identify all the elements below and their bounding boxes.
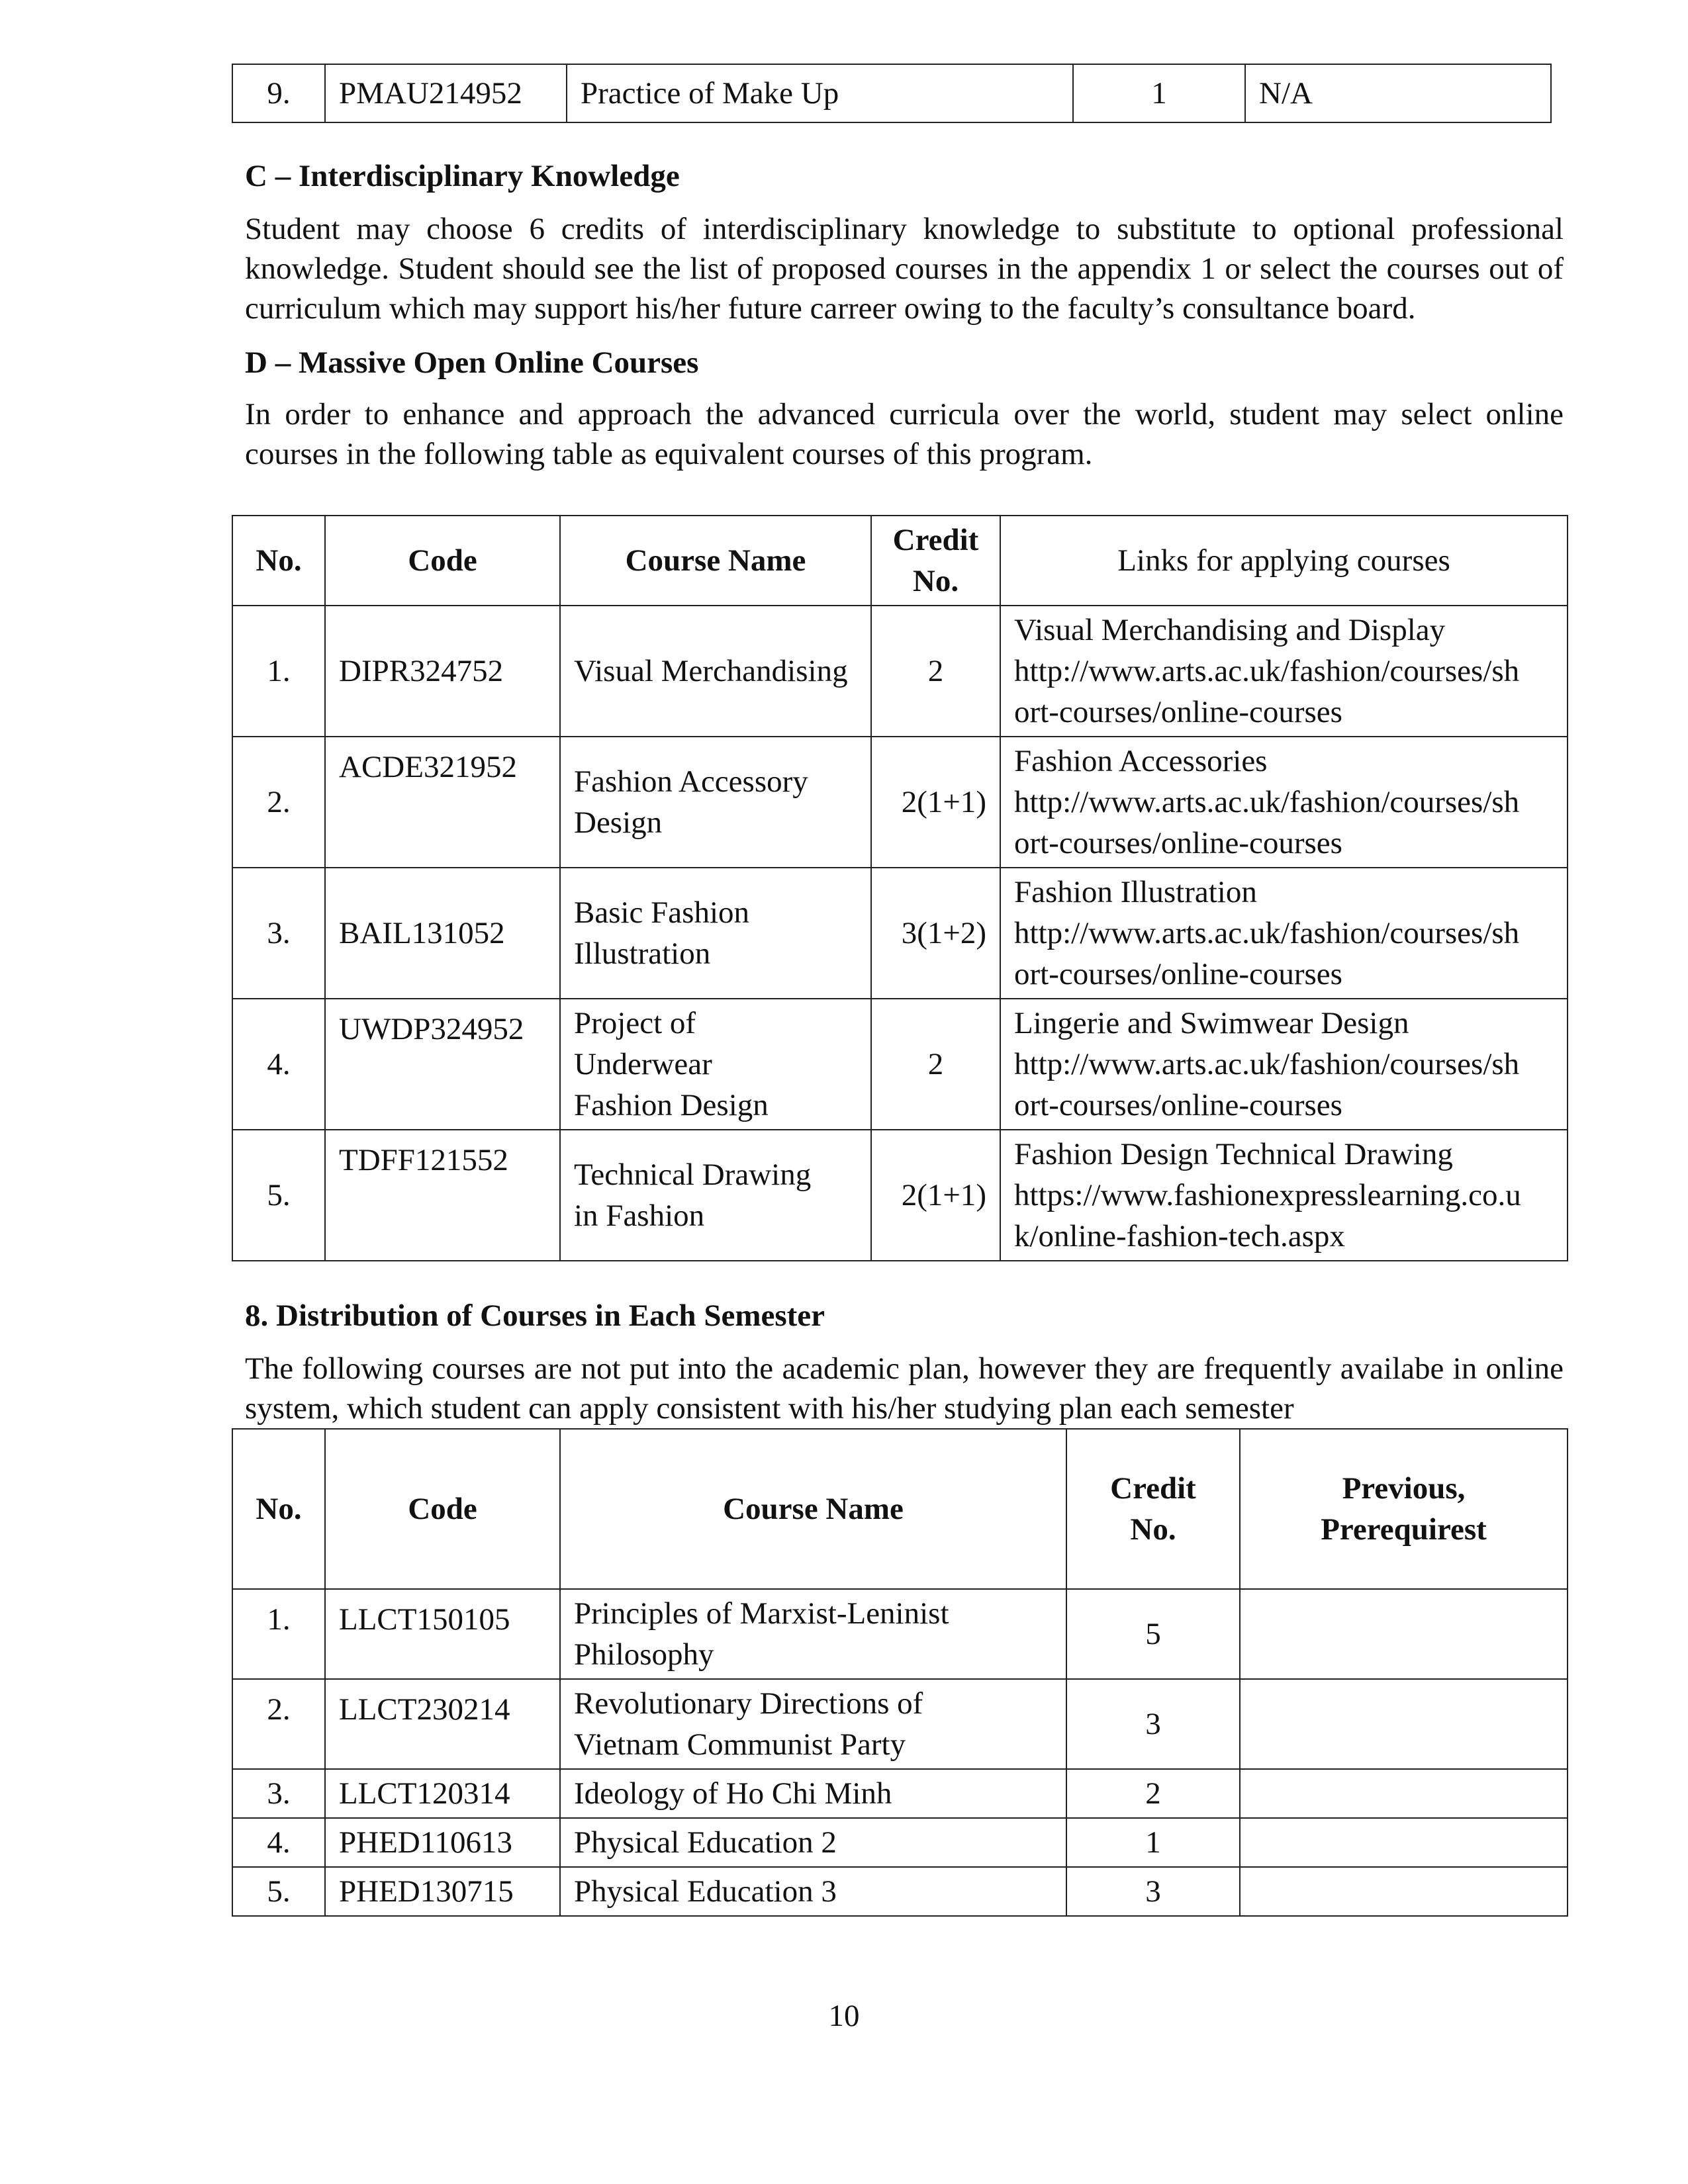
course-link-line: Visual Merchandising and Display (1014, 613, 1446, 647)
course-name-line: Technical Drawing (574, 1158, 812, 1192)
course-name: Practice of Make Up (567, 64, 1073, 122)
course-link-line: k/online-fashion-tech.aspx (1014, 1219, 1345, 1253)
course-link-line: Fashion Accessories (1014, 744, 1268, 778)
row-number: 3. (232, 1769, 325, 1818)
credit-number: 1 (1073, 64, 1245, 122)
course-code: UWDP324952 (325, 999, 560, 1130)
course-name-line: Basic Fashion (574, 895, 750, 930)
course-link-line: ort-courses/online-courses (1014, 957, 1342, 991)
course-name (560, 606, 871, 737)
course-name-line: Revolutionary Directions of (574, 1686, 923, 1721)
course-link-line: Fashion Illustration (1014, 875, 1257, 909)
table-header-row (232, 1429, 1568, 1589)
prerequisite (1240, 1818, 1568, 1867)
section-c-text: Student may choose 6 credits of interdisciplinary knowledge to substitute to optional professional knowledge. Student should see the list of proposed courses in the appendix 1 or select the courses out of curriculum which may support his/her future carreer owing to the faculty’s consultance board. (245, 212, 1564, 326)
course-link-line: http://www.arts.ac.uk/fashion/courses/sh (1014, 916, 1520, 950)
table-row (232, 1769, 1568, 1818)
table-row (232, 737, 1568, 868)
semester-course-table (232, 1428, 1568, 1917)
course-link-line: http://www.arts.ac.uk/fashion/courses/sh (1014, 1047, 1520, 1081)
credit-number: 5 (1066, 1589, 1240, 1679)
table-row (232, 868, 1568, 999)
section-8-text: The following courses are not put into the academic plan, however they are frequently availabe in online system, which student can apply consistent with his/her studying plan each semester (245, 1351, 1564, 1426)
table-row (232, 1130, 1568, 1261)
table-row (232, 999, 1568, 1130)
row-number: 2. (232, 737, 325, 868)
course-name-line: in Fashion (574, 1199, 705, 1233)
course-code: PHED110613 (325, 1818, 560, 1867)
course-link-line: ort-courses/online-courses (1014, 695, 1342, 729)
header-credit-line1: Credit (892, 523, 979, 557)
course-name (560, 1130, 871, 1261)
table-row (232, 64, 1551, 122)
credit-number: 2 (871, 999, 1000, 1130)
table-header-row (232, 516, 1568, 606)
course-name (560, 1679, 1066, 1769)
course-link-line: http://www.arts.ac.uk/fashion/courses/sh (1014, 785, 1520, 819)
course-name (560, 1589, 1066, 1679)
course-link-line: ort-courses/online-courses (1014, 1088, 1342, 1122)
course-name-line: Underwear (574, 1047, 712, 1081)
course-name-line: Visual Merchandising (574, 654, 848, 688)
header-credit-line1: Credit (1110, 1471, 1196, 1506)
course-name-line: Design (574, 805, 663, 840)
course-link (1000, 1130, 1568, 1261)
row-number: 4. (232, 1818, 325, 1867)
prerequisite: N/A (1245, 64, 1551, 122)
course-name (560, 1769, 1066, 1818)
table-row (232, 1679, 1568, 1769)
course-code: BAIL131052 (325, 868, 560, 999)
header-course-name: Course Name (560, 516, 871, 606)
course-link-line: https://www.fashionexpresslearning.co.u (1014, 1178, 1521, 1212)
course-code: LLCT230214 (325, 1679, 560, 1769)
row-number: 1. (232, 1589, 325, 1679)
header-credit-line2: No. (1130, 1512, 1176, 1547)
course-name-line: Philosophy (574, 1637, 714, 1672)
header-credit-no (1066, 1429, 1240, 1589)
course-name (560, 868, 871, 999)
course-code: ACDE321952 (325, 737, 560, 868)
course-link-line: Fashion Design Technical Drawing (1014, 1137, 1453, 1171)
prerequisite (1240, 1867, 1568, 1916)
credit-number: 2 (871, 606, 1000, 737)
course-code: PMAU214952 (325, 64, 567, 122)
course-code: TDFF121552 (325, 1130, 560, 1261)
course-name-line: Illustration (574, 936, 711, 971)
credit-number: 3(1+2) (871, 868, 1000, 999)
header-credit-no (871, 516, 1000, 606)
course-link-line: http://www.arts.ac.uk/fashion/courses/sh (1014, 654, 1520, 688)
row-number: 5. (232, 1130, 325, 1261)
credit-number: 2 (1066, 1769, 1240, 1818)
header-prerequisite (1240, 1429, 1568, 1589)
row-number: 3. (232, 868, 325, 999)
page-number: 10 (828, 1999, 860, 2033)
course-code: PHED130715 (325, 1867, 560, 1916)
prerequisite (1240, 1769, 1568, 1818)
course-name-line: Vietnam Communist Party (574, 1727, 906, 1762)
header-prereq-line1: Previous, (1342, 1471, 1466, 1506)
section-d-text: In order to enhance and approach the advanced curricula over the world, student may select online courses in the following table as equivalent courses of this program. (245, 397, 1564, 471)
continued-course-table (232, 64, 1552, 123)
course-code: LLCT120314 (325, 1769, 560, 1818)
section-c-heading: C – Interdisciplinary Knowledge (245, 159, 680, 193)
section-d-heading: D – Massive Open Online Courses (245, 345, 699, 380)
header-code: Code (325, 516, 560, 606)
row-number: 4. (232, 999, 325, 1130)
credit-number: 3 (1066, 1679, 1240, 1769)
table-row (232, 1818, 1568, 1867)
course-name-line: Ideology of Ho Chi Minh (574, 1776, 892, 1811)
table-row (232, 1867, 1568, 1916)
table-row (232, 606, 1568, 737)
prerequisite (1240, 1679, 1568, 1769)
row-number: 9. (232, 64, 325, 122)
row-number: 5. (232, 1867, 325, 1916)
course-name (560, 737, 871, 868)
credit-number: 1 (1066, 1818, 1240, 1867)
prerequisite (1240, 1589, 1568, 1679)
course-link (1000, 737, 1568, 868)
credit-number: 2(1+1) (871, 737, 1000, 868)
course-name-line: Fashion Design (574, 1088, 769, 1122)
course-name-line: Principles of Marxist-Leninist (574, 1596, 949, 1631)
course-link (1000, 999, 1568, 1130)
header-prereq-line2: Prerequirest (1321, 1512, 1487, 1547)
header-links: Links for applying courses (1000, 516, 1568, 606)
course-name (560, 1818, 1066, 1867)
header-course-name: Course Name (560, 1429, 1066, 1589)
course-name (560, 999, 871, 1130)
credit-number: 3 (1066, 1867, 1240, 1916)
course-link-line: Lingerie and Swimwear Design (1014, 1006, 1409, 1040)
header-credit-line2: No. (912, 564, 959, 598)
row-number: 2. (232, 1679, 325, 1769)
credit-number: 2(1+1) (871, 1130, 1000, 1261)
course-link-line: ort-courses/online-courses (1014, 826, 1342, 860)
table-row (232, 1589, 1568, 1679)
header-code: Code (325, 1429, 560, 1589)
course-code: DIPR324752 (325, 606, 560, 737)
course-name (560, 1867, 1066, 1916)
row-number: 1. (232, 606, 325, 737)
header-no: No. (232, 1429, 325, 1589)
mooc-table (232, 515, 1568, 1261)
course-name-line: Physical Education 3 (574, 1874, 837, 1909)
header-no: No. (232, 516, 325, 606)
section-8-heading: 8. Distribution of Courses in Each Semester (245, 1298, 825, 1333)
course-code: LLCT150105 (325, 1589, 560, 1679)
course-link (1000, 868, 1568, 999)
course-name-line: Fashion Accessory (574, 764, 808, 799)
course-name-line: Physical Education 2 (574, 1825, 837, 1860)
course-name-line: Project of (574, 1006, 696, 1040)
course-link (1000, 606, 1568, 737)
